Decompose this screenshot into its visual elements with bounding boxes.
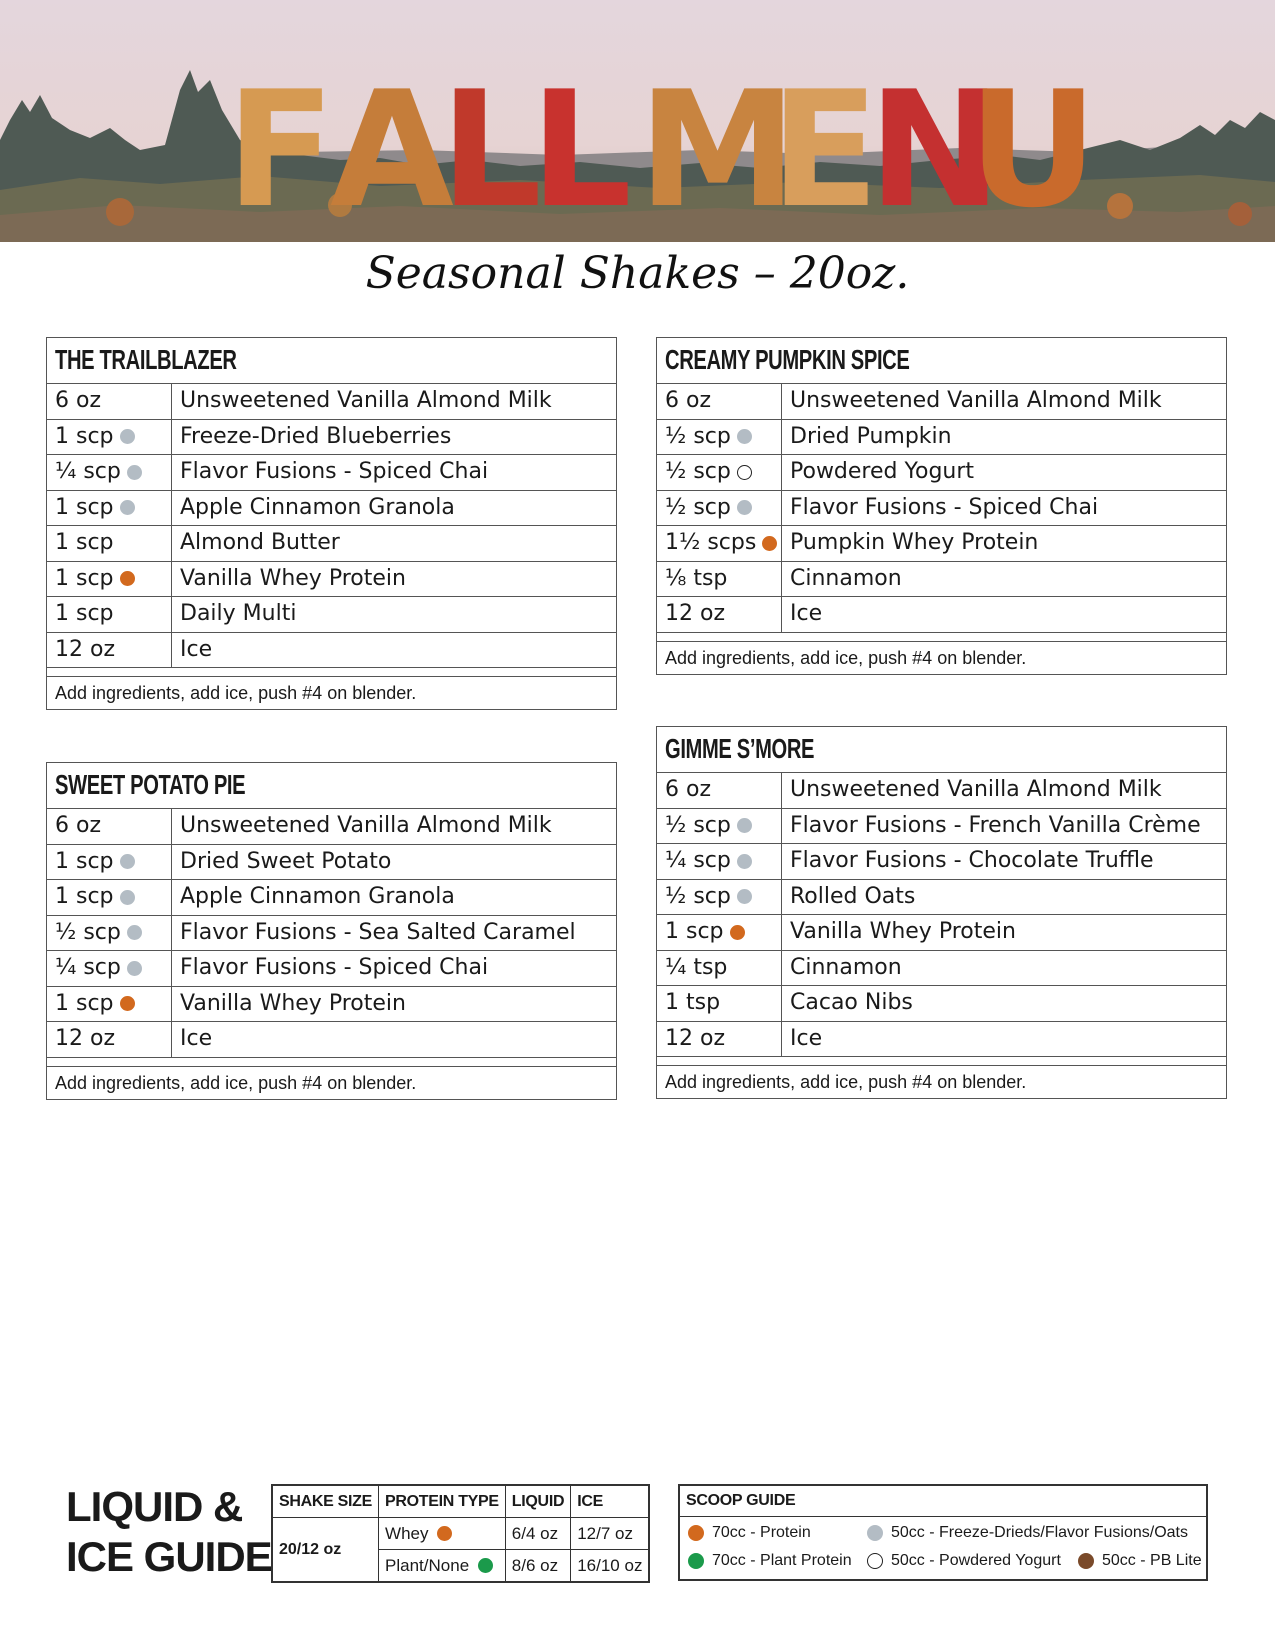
amount-cell (47, 455, 172, 490)
ingredient-row (47, 916, 616, 952)
recipe-instructions: Add ingredients, add ice, push #4 on blender. (665, 1072, 1027, 1092)
amount-cell (47, 526, 172, 561)
scoop-guide-item (867, 1524, 1188, 1542)
page-subtitle: Seasonal Shakes – 20oz. (365, 248, 910, 299)
amount-cell (47, 420, 172, 455)
title-letter: U (968, 56, 1098, 242)
ingredient-cell: Powdered Yogurt (790, 459, 975, 484)
ingredient-row (657, 491, 1226, 527)
ingredient-cell: Rolled Oats (790, 883, 916, 909)
amount-text: ½ scp (55, 919, 121, 945)
amount-text: ½ scp (665, 459, 731, 485)
ingredient-row (657, 951, 1226, 987)
ingredient-row (47, 384, 616, 420)
ice-cell: 16/10 oz (571, 1550, 650, 1583)
recipe-title-text: THE TRAILBLAZER (55, 344, 237, 375)
recipe-title (47, 338, 616, 384)
ingredient-row (47, 420, 616, 456)
amount-text: 1 scp (55, 990, 114, 1016)
amount-cell (47, 809, 172, 844)
liquid-ice-guide-title (66, 1482, 272, 1582)
ingredient-row (47, 562, 616, 598)
amount-text: ½ scp (665, 423, 731, 449)
amount-cell (47, 1022, 172, 1057)
gray-dot-icon (867, 1525, 883, 1541)
scoop-guide (678, 1484, 1208, 1581)
gray-dot-icon (737, 889, 752, 904)
recipe-title (657, 727, 1226, 773)
title-letter: E (770, 56, 880, 242)
ingredient-row (47, 455, 616, 491)
ingredient-cell: Pumpkin Whey Protein (790, 530, 1039, 555)
ingredient-row (47, 987, 616, 1023)
recipe-title (657, 338, 1226, 384)
amount-cell (657, 773, 782, 808)
recipe-title-text: GIMME S’MORE (665, 733, 815, 764)
plant-dot-icon (688, 1553, 704, 1569)
header-banner (0, 0, 1275, 242)
gray-dot-icon (737, 854, 752, 869)
recipe-title-text: CREAMY PUMPKIN SPICE (665, 344, 910, 375)
title-letter: N (868, 56, 1002, 242)
ingredient-cell: Dried Sweet Potato (180, 848, 392, 874)
ingredient-cell: Unsweetened Vanilla Almond Milk (790, 388, 1162, 413)
scoop-guide-item (688, 1524, 811, 1542)
amount-cell (47, 880, 172, 915)
amount-cell (657, 951, 782, 986)
amount-text: 12 oz (665, 601, 725, 627)
ingredient-row (47, 809, 616, 845)
liquid-ice-table (271, 1484, 650, 1583)
gray-dot-icon (127, 925, 142, 940)
ingredient-row (47, 597, 616, 633)
ingredient-cell: Ice (790, 1025, 823, 1051)
recipe-instructions: Add ingredients, add ice, push #4 on blender. (665, 647, 1027, 668)
ingredient-row (47, 526, 616, 562)
amount-cell (657, 809, 782, 844)
row-divider (47, 1058, 616, 1067)
scoop-guide-label: 70cc - Plant Protein (712, 1552, 852, 1569)
amount-text: 12 oz (665, 1025, 725, 1051)
title-letter: M (638, 56, 798, 242)
ingredient-cell: Vanilla Whey Protein (180, 565, 406, 591)
recipe-card (656, 726, 1227, 1099)
guide-title-line: LIQUID & (66, 1483, 243, 1530)
recipe-instructions: Add ingredients, add ice, push #4 on blender. (55, 1072, 417, 1093)
scoop-guide-label: 50cc - PB Lite (1102, 1552, 1202, 1569)
title-letter: F (226, 56, 336, 242)
recipe-card (46, 337, 617, 710)
ingredient-cell: Cinnamon (790, 565, 902, 591)
gray-dot-icon (120, 890, 135, 905)
title-letter: A (330, 56, 454, 242)
amount-text: 1 tsp (665, 990, 721, 1016)
gray-dot-icon (737, 429, 752, 444)
ingredient-cell: Ice (180, 636, 213, 662)
amount-text: 6 oz (665, 777, 711, 803)
ingredient-row (47, 633, 616, 669)
amount-text: 1½ scps (665, 530, 757, 556)
ingredient-row (47, 491, 616, 527)
ingredient-row (47, 1022, 616, 1058)
ingredient-cell: Unsweetened Vanilla Almond Milk (180, 813, 552, 838)
amount-cell (47, 916, 172, 951)
amount-text: 6 oz (55, 388, 101, 414)
ingredient-row (657, 562, 1226, 598)
protein-dot-icon (120, 996, 135, 1011)
amount-cell (47, 951, 172, 986)
shake-size-cell: 20/12 oz (272, 1518, 379, 1583)
amount-cell (47, 384, 172, 419)
ingredient-cell: Apple Cinnamon Granola (180, 884, 455, 909)
liquid-cell: 6/4 oz (505, 1518, 570, 1550)
ingredient-cell: Almond Butter (180, 530, 340, 555)
protein-type-cell (379, 1550, 506, 1583)
title-letter: L (530, 56, 632, 242)
row-divider (657, 1057, 1226, 1066)
ingredient-cell: Ice (180, 1026, 213, 1051)
ingredient-cell: Freeze-Dried Blueberries (180, 423, 452, 449)
amount-text: 1 scp (55, 530, 114, 556)
amount-cell (47, 845, 172, 880)
amount-text: 1 scp (55, 423, 114, 449)
guide-title-line: ICE GUIDE (66, 1533, 272, 1580)
whey-dot-icon (437, 1526, 452, 1541)
plant-dot-icon (478, 1558, 493, 1573)
amount-text: ¼ tsp (665, 954, 728, 980)
amount-text: 6 oz (665, 388, 711, 414)
amount-text: ½ scp (665, 494, 731, 520)
amount-cell (47, 633, 172, 668)
ingredient-cell: Daily Multi (180, 601, 297, 626)
amount-text: 1 scp (55, 884, 114, 910)
amount-cell (657, 526, 782, 561)
recipe-title (47, 763, 616, 809)
amount-text: 1 scp (55, 565, 114, 591)
ingredient-row (657, 1022, 1226, 1058)
scoop-guide-label: 50cc - Powdered Yogurt (891, 1552, 1061, 1569)
ingredient-cell: Flavor Fusions - Sea Salted Caramel (180, 919, 576, 945)
recipe-instructions: Add ingredients, add ice, push #4 on blender. (55, 683, 417, 703)
ingredient-cell: Flavor Fusions - Spiced Chai (790, 494, 1099, 520)
row-divider (657, 633, 1226, 642)
amount-text: ¼ scp (55, 955, 121, 981)
ingredient-row (657, 384, 1226, 420)
ingredient-cell: Flavor Fusions - Spiced Chai (180, 955, 489, 980)
column-header: LIQUID (505, 1485, 570, 1518)
ingredient-row (657, 773, 1226, 809)
ingredient-cell: Dried Pumpkin (790, 423, 952, 449)
ice-cell: 12/7 oz (571, 1518, 650, 1550)
amount-cell (657, 1022, 782, 1057)
column-header: ICE (571, 1485, 650, 1518)
recipe-title-text: SWEET POTATO PIE (55, 769, 246, 800)
amount-text: 6 oz (55, 813, 101, 839)
column-header: PROTEIN TYPE (379, 1485, 506, 1518)
amount-text: ¼ scp (55, 459, 121, 485)
scoop-guide-title: SCOOP GUIDE (680, 1486, 1206, 1517)
amount-text: 12 oz (55, 636, 115, 662)
row-divider (47, 668, 616, 677)
ingredient-row (47, 880, 616, 916)
amount-text: ½ scp (665, 883, 731, 909)
ingredient-cell: Vanilla Whey Protein (180, 990, 406, 1016)
ingredient-row (657, 420, 1226, 456)
ingredient-cell: Unsweetened Vanilla Almond Milk (790, 777, 1162, 802)
amount-text: ⅛ tsp (665, 565, 728, 591)
title-letter: L (440, 56, 542, 242)
gray-dot-icon (737, 818, 752, 833)
amount-cell (657, 384, 782, 419)
amount-text: 1 scp (55, 494, 114, 520)
ingredient-row (657, 915, 1226, 951)
ingredient-cell: Cacao Nibs (790, 990, 913, 1015)
scoop-guide-label: 70cc - Protein (712, 1524, 811, 1541)
ingredient-row (657, 986, 1226, 1022)
amount-text: ½ scp (665, 812, 731, 838)
gray-dot-icon (737, 500, 752, 515)
amount-cell (657, 986, 782, 1021)
amount-text: ¼ scp (665, 848, 731, 874)
amount-cell (657, 597, 782, 632)
protein-dot-icon (730, 925, 745, 940)
scoop-guide-item (1078, 1552, 1202, 1570)
ingredient-cell: Unsweetened Vanilla Almond Milk (180, 388, 552, 413)
amount-cell (47, 597, 172, 632)
ingredient-cell: Ice (790, 601, 823, 626)
gray-dot-icon (120, 429, 135, 444)
scoop-guide-label: 50cc - Freeze-Drieds/Flavor Fusions/Oats (891, 1524, 1188, 1541)
ingredient-cell: Vanilla Whey Protein (790, 919, 1016, 944)
amount-text: 1 scp (55, 848, 114, 874)
protein-type-cell (379, 1518, 506, 1550)
ingredient-row (657, 809, 1226, 845)
amount-cell (657, 844, 782, 879)
gray-dot-icon (127, 961, 142, 976)
column-header: SHAKE SIZE (272, 1485, 379, 1518)
amount-cell (47, 562, 172, 597)
ingredient-cell: Flavor Fusions - French Vanilla Crème (790, 812, 1201, 838)
ingredient-row (657, 455, 1226, 491)
amount-cell (657, 420, 782, 455)
amount-cell (657, 491, 782, 526)
ingredient-cell: Cinnamon (790, 954, 902, 980)
ingredient-row (657, 597, 1226, 633)
amount-text: 1 scp (55, 601, 114, 627)
amount-cell (47, 987, 172, 1022)
ingredient-cell: Apple Cinnamon Granola (180, 494, 455, 520)
amount-text: 12 oz (55, 1026, 115, 1052)
recipe-card (46, 762, 617, 1100)
protein-dot-icon (688, 1525, 704, 1541)
ingredient-row (657, 880, 1226, 916)
amount-cell (657, 880, 782, 915)
gray-dot-icon (127, 465, 142, 480)
scoop-guide-item (688, 1552, 852, 1570)
amount-cell (47, 491, 172, 526)
protein-type-label: Plant/None (385, 1555, 470, 1575)
ingredient-row (47, 951, 616, 987)
amount-cell (657, 915, 782, 950)
gray-dot-icon (120, 500, 135, 515)
amount-cell (657, 562, 782, 597)
amount-cell (657, 455, 782, 490)
gray-dot-icon (120, 854, 135, 869)
ingredient-row (47, 845, 616, 881)
ingredient-cell: Flavor Fusions - Chocolate Truffle (790, 848, 1154, 873)
protein-dot-icon (762, 536, 777, 551)
liquid-cell: 8/6 oz (505, 1550, 570, 1583)
amount-text: 1 scp (665, 919, 724, 945)
scoop-guide-item (867, 1552, 1061, 1570)
pb-dot-icon (1078, 1553, 1094, 1569)
ingredient-cell: Flavor Fusions - Spiced Chai (180, 459, 489, 484)
protein-dot-icon (120, 571, 135, 586)
banner-title (0, 56, 1275, 242)
recipe-card (656, 337, 1227, 675)
outline-dot-icon (737, 465, 752, 480)
table-row (272, 1518, 649, 1550)
protein-type-label: Whey (385, 1523, 429, 1543)
table-header-row (272, 1485, 649, 1518)
outline-dot-icon (867, 1553, 883, 1569)
ingredient-row (657, 844, 1226, 880)
ingredient-row (657, 526, 1226, 562)
